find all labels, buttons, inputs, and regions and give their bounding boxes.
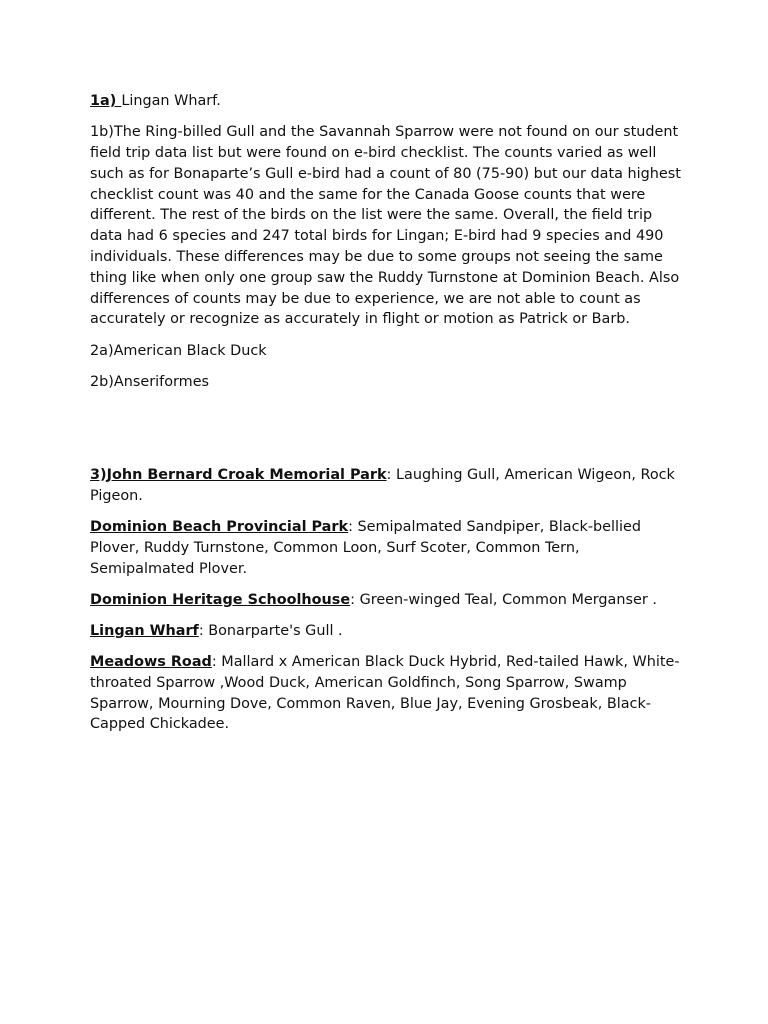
location-name: Dominion Heritage Schoolhouse xyxy=(90,591,351,608)
location-species: Laughing Gull, American Wigeon, Rock Pigeon. xyxy=(90,466,675,504)
location-species: Green-winged Teal, Common Merganser . xyxy=(359,591,657,608)
location-entry-lingan-wharf xyxy=(90,621,682,642)
location-species: Semipalmated Sandpiper, Black-bellied Plover, Ruddy Turnstone, Common Loon, Surf Scoter, Common Tern, Semipalmated Plover. xyxy=(90,518,641,577)
location-species: Bonarparte's Gull . xyxy=(208,622,343,639)
section-spacer xyxy=(90,403,682,465)
location-separator: : xyxy=(198,622,209,639)
location-entry-dominion-beach xyxy=(90,517,682,579)
location-entry-croak-park xyxy=(90,465,682,507)
location-name: Meadows Road xyxy=(90,654,212,671)
location-separator: : xyxy=(348,518,358,535)
answer-1a-label: 1a) xyxy=(90,93,122,109)
location-name: 3)John Bernard Croak Memorial Park xyxy=(90,466,387,483)
location-species: Mallard x American Black Duck Hybrid, Red-tailed Hawk, White-throated Sparrow ,Wood Duck, American Goldfinch, Song Sparrow, Swamp Sparrow, Mourning Dove, Common Raven, Blue Jay, Evening Grosbeak, Black-Capped Chickadee. xyxy=(90,654,680,733)
answer-1a-text: Lingan Wharf. xyxy=(121,93,221,109)
answer-1b: 1b)The Ring-billed Gull and the Savannah Sparrow were not found on our student field trip data list but were found on e-bird checklist. The counts varied as well such as for Bonaparte’s Gull e-bird had a count of 80 (75-90) but our data highest checklist count was 40 and the same for the Canada Goose counts that were different. The rest of the birds on the list were the same. Overall, the field trip data had 6 species and 247 total birds for Lingan; E-bird had 9 species and 490 individuals. These differences may be due to some groups not seeing the same thing like when only one group saw the Ruddy Turnstone at Dominion Beach. Also differences of counts may be due to experience, we are not able to count as accurately or recognize as accurately in flight or motion as Patrick or Barb. xyxy=(90,124,681,328)
location-entry-meadows-road xyxy=(90,652,682,735)
location-separator: : xyxy=(211,654,222,671)
document-page xyxy=(90,91,682,746)
answer-1a xyxy=(90,91,682,112)
answer-2a: 2a)American Black Duck xyxy=(90,342,267,359)
location-separator: : xyxy=(350,591,360,608)
answer-2b: 2b)Anseriformes xyxy=(90,373,210,390)
location-entry-heritage-schoolhouse xyxy=(90,590,682,611)
location-separator: : xyxy=(386,466,396,483)
location-name: Lingan Wharf xyxy=(90,622,199,639)
location-name: Dominion Beach Provincial Park xyxy=(90,518,349,535)
